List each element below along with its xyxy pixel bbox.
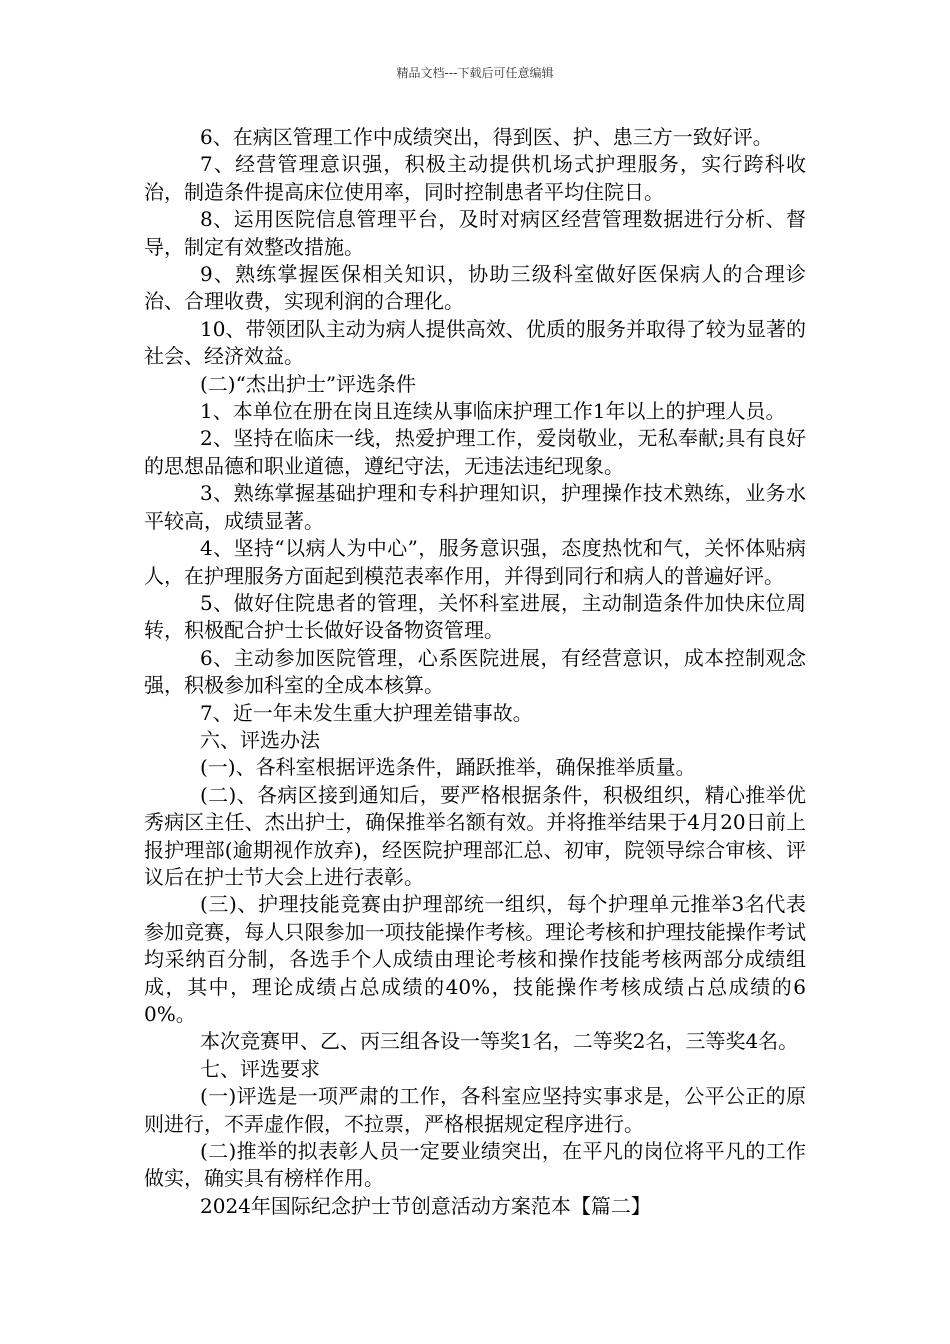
paragraph: 6、在病区管理工作中成绩突出，得到医、护、患三方一致好评。: [200, 125, 773, 149]
page-header: 精品文档---下载后可任意编辑: [396, 66, 554, 80]
section-heading: (二)“杰出护士”评选条件: [200, 371, 417, 396]
paragraph: 本次竞赛甲、乙、丙三组各设一等奖1名，二等奖2名，三等奖4名。: [200, 1029, 799, 1054]
paragraph: (二)、各病区接到通知后，要严格根据条件，积极组织，精心推举优秀病区主任、杰出护士，确保推举名额有效。并将推举结果于4月20日前上报护理部(逾期视作放弃)，经医院护理部汇总、初审，院领导综合审核、评议后在护士节大会上进行表彰。: [144, 782, 806, 889]
section-heading: 七、评选要求: [200, 1056, 320, 1081]
paragraph: 8、运用医院信息管理平台，及时对病区经营管理数据进行分析、督导，制定有效整改措施。: [144, 207, 806, 259]
document-body: [144, 124, 806, 1220]
paragraph: 5、做好住院患者的管理，关怀科室进展，主动制造条件加快床位周转，积极配合护士长做好设备物资管理。: [144, 590, 806, 643]
paragraph: 7、近一年未发生重大护理差错事故。: [200, 700, 533, 725]
paragraph: (一)、各科室根据评选条件，踊跃推举，确保推举质量。: [200, 755, 696, 780]
paragraph: 2、坚持在临床一线，热爱护理工作，爱岗敬业，无私奉献;具有良好的思想品德和职业道德，遵纪守法，无违法违纪现象。: [144, 426, 806, 478]
paragraph: 6、主动参加医院管理，心系医院进展，有经营意识，成本控制观念强，积极参加科室的全成本核算。: [144, 645, 806, 698]
paragraph: 10、带领团队主动为病人提供高效、优质的服务并取得了较为显著的社会、经济效益。: [144, 316, 806, 369]
paragraph: 9、熟练掌握医保相关知识，协助三级科室做好医保病人的合理诊治、合理收费，实现利润的合理化。: [144, 262, 806, 314]
section-heading: 六、评选办法: [200, 727, 320, 752]
paragraph: 3、熟练掌握基础护理和专科护理知识，护理操作技术熟练，业务水平较高，成绩显著。: [144, 481, 806, 533]
paragraph: (一)评选是一项严肃的工作，各科室应坚持实事求是，公平公正的原则进行，不弄虚作假，不拉票，严格根据规定程序进行。: [144, 1084, 806, 1136]
paragraph: 1、本单位在册在岗且连续从事临床护理工作1年以上的护理人员。: [200, 399, 786, 424]
document-title: 2024年国际纪念护士节创意活动方案范本【篇二】: [200, 1193, 651, 1218]
paragraph: (二)推举的拟表彰人员一定要业绩突出，在平凡的岗位将平凡的工作做实，确实具有榜样作用。: [144, 1139, 806, 1191]
paragraph: 4、坚持“以病人为中心”，服务意识强，态度热忱和气，关怀体贴病人，在护理服务方面起到模范表率作用，并得到同行和病人的普遍好评。: [144, 536, 806, 588]
paragraph: (三)、护理技能竞赛由护理部统一组织，每个护理单元推举3名代表参加竞赛，每人只限参加一项技能操作考核。理论考核和护理技能操作考试均采纳百分制，各选手个人成绩由理论考核和操作技能考核两部分成绩组成，其中，理论成绩占总成绩的40%，技能操作考核成绩占总成绩的60%。: [144, 892, 806, 1026]
paragraph: 7、经营管理意识强，积极主动提供机场式护理服务，实行跨科收治，制造条件提高床位使用率，同时控制患者平均住院日。: [144, 152, 806, 204]
